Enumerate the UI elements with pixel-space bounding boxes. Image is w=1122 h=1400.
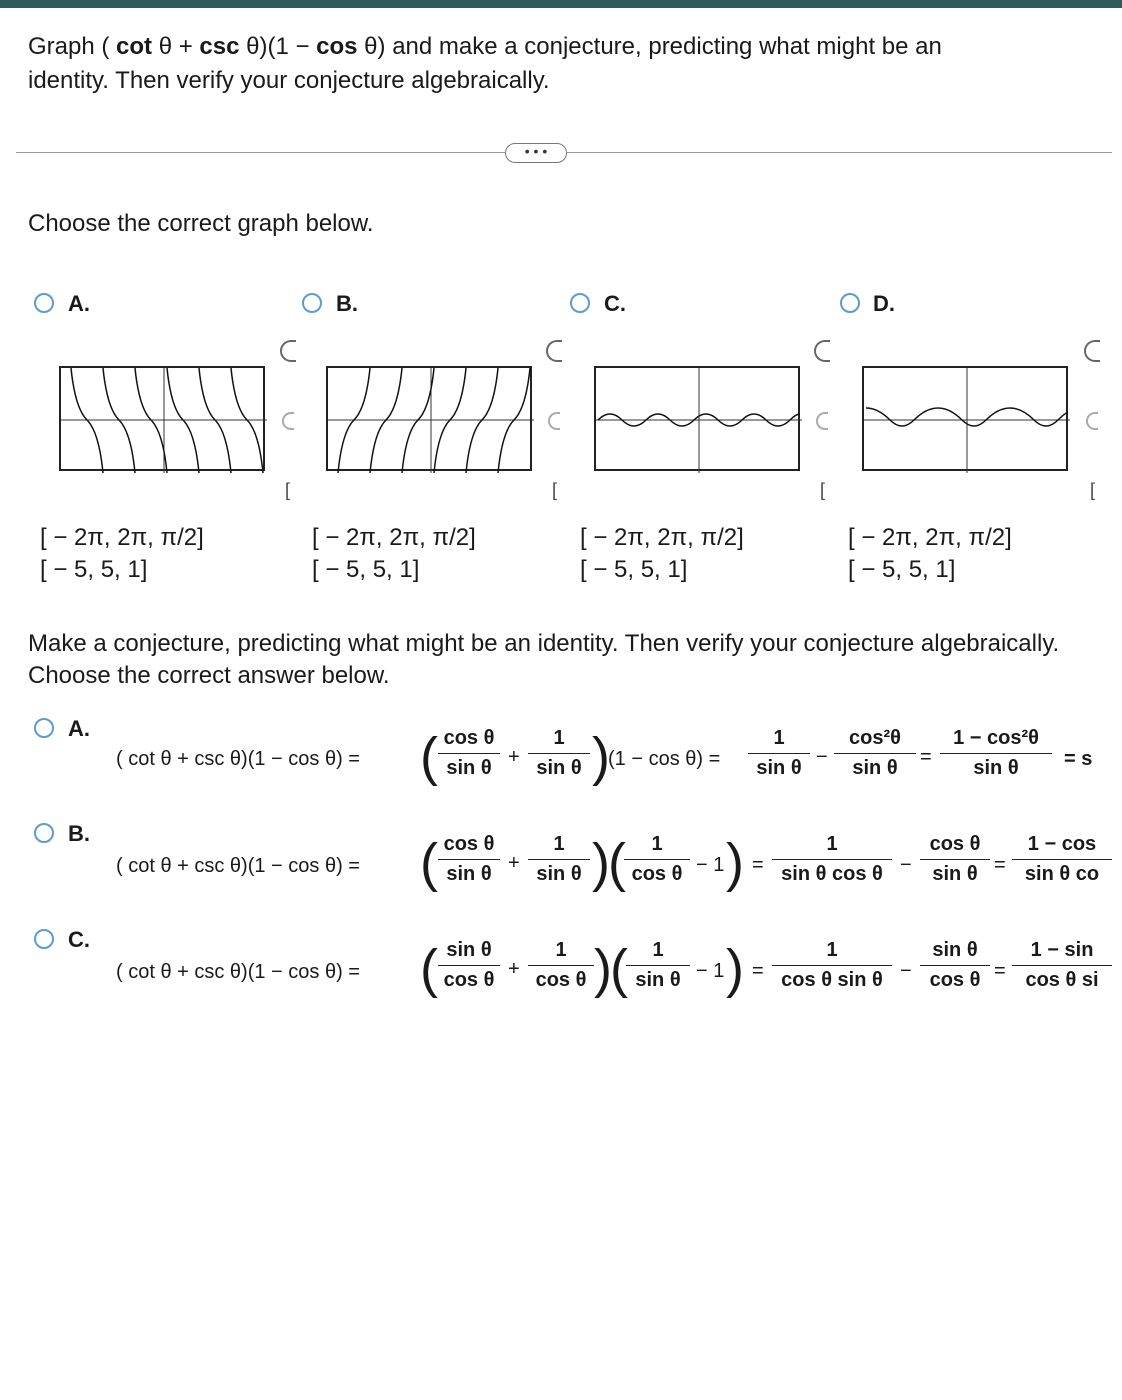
zoom-in-icon[interactable] — [814, 340, 830, 362]
answer-a-frac5 — [940, 727, 1052, 780]
frac-den: sin θ — [635, 969, 681, 991]
frac-den: sin θ — [756, 757, 802, 779]
more-button[interactable]: • • • — [505, 143, 567, 163]
frac-num: 1 — [772, 939, 892, 966]
graph-c-ywin: [ − 5, 5, 1] — [580, 556, 688, 583]
frac-num: cos θ — [920, 833, 990, 860]
answer-b-minus1: − 1 — [696, 854, 725, 876]
answer-a-rparen: ) — [592, 727, 610, 787]
popout-icon[interactable]: [ — [1090, 480, 1096, 500]
answer-a-lhs: ( cot θ + csc θ)(1 − cos θ) = — [116, 748, 360, 770]
answer-c-frac2 — [528, 939, 594, 992]
minus-op: − — [900, 960, 912, 982]
frac-den: sin θ — [932, 863, 978, 885]
plus-op: + — [508, 958, 520, 980]
answer-b-lhs: ( cot θ + csc θ)(1 − cos θ) = — [116, 855, 360, 877]
graph-label-a: A. — [68, 291, 90, 316]
graph-b-window — [312, 522, 476, 586]
graph-b-ywin: [ − 5, 5, 1] — [312, 556, 420, 583]
choose-graph-prompt: Choose the correct graph below. — [28, 210, 374, 237]
frac-den: cos θ — [535, 969, 587, 991]
frac-den: sin θ — [446, 757, 492, 779]
graph-label-b: B. — [336, 291, 358, 316]
frac-den: cos θ sin θ — [781, 969, 883, 991]
q-theta: θ + — [152, 33, 200, 60]
frac-num: 1 — [772, 833, 892, 860]
frac-den: sin θ cos θ — [781, 863, 883, 885]
answer-c-frac3 — [626, 939, 690, 992]
graph-a-xwin: [ − 2π, 2π, π/2] — [40, 524, 204, 551]
frac-num: 1 — [626, 939, 690, 966]
zoom-out-icon[interactable] — [816, 412, 828, 430]
frac-den: sin θ — [536, 757, 582, 779]
frac-den: cos θ si — [1025, 969, 1099, 991]
q-cot: cot — [116, 33, 153, 60]
minus-op: − — [900, 854, 912, 876]
answer-c-lhs: ( cot θ + csc θ)(1 − cos θ) = — [116, 961, 360, 983]
frac-num: 1 — [528, 727, 590, 754]
frac-num: 1 — [528, 833, 590, 860]
graph-a-ywin: [ − 5, 5, 1] — [40, 556, 148, 583]
graph-radio-b[interactable] — [302, 293, 322, 313]
frac-den: sin θ — [852, 757, 898, 779]
frac-den: cos θ — [929, 969, 981, 991]
frac-den: sin θ — [973, 757, 1019, 779]
answer-c-minus1: − 1 — [696, 960, 725, 982]
answer-label-b: B. — [68, 821, 90, 846]
popout-icon[interactable]: [ — [552, 480, 558, 500]
q-text-4: identity. Then verify your conjecture algebraically. — [28, 67, 550, 94]
answer-a-frac1 — [438, 727, 500, 780]
frac-den: cos θ — [443, 969, 495, 991]
graph-a[interactable] — [59, 366, 265, 471]
popout-icon[interactable]: [ — [285, 480, 291, 500]
minus-op: − — [816, 746, 828, 768]
zoom-out-icon[interactable] — [282, 412, 294, 430]
equals-op: = — [920, 746, 932, 768]
answer-a-tail: = s — [1064, 748, 1093, 770]
answer-c-frac5 — [920, 939, 990, 992]
frac-num: 1 — [624, 833, 690, 860]
zoom-in-icon[interactable] — [1084, 340, 1100, 362]
answer-b-rparen2: ) — [726, 833, 744, 893]
graph-a-window — [40, 522, 204, 586]
question-text — [28, 30, 1068, 98]
zoom-in-icon[interactable] — [546, 340, 562, 362]
frac-num: cos θ — [438, 727, 500, 754]
zoom-out-icon[interactable] — [1086, 412, 1098, 430]
answer-label-a: A. — [68, 716, 90, 741]
equals-op: = — [752, 960, 764, 982]
frac-den: sin θ — [446, 863, 492, 885]
conjecture-prompt: Make a conjecture, predicting what might be an identity. Then verify your conjecture algebraically. Choose the correct answer below. — [28, 630, 1060, 689]
frac-num: 1 − cos — [1012, 833, 1112, 860]
q-cos: cos — [316, 33, 358, 60]
graph-b-xwin: [ − 2π, 2π, π/2] — [312, 524, 476, 551]
graph-c-xwin: [ − 2π, 2π, π/2] — [580, 524, 744, 551]
answer-c-lparen2: ( — [610, 939, 628, 999]
q-text-2: θ)(1 − — [239, 33, 317, 60]
answer-c-lparen: ( — [420, 939, 438, 999]
answer-a-frac3 — [748, 727, 810, 780]
frac-num: 1 — [528, 939, 594, 966]
equals-op: = — [994, 854, 1006, 876]
graph-c[interactable] — [594, 366, 800, 471]
answer-c-frac1 — [438, 939, 500, 992]
answer-b-frac5 — [920, 833, 990, 886]
equals-op: = — [994, 960, 1006, 982]
answer-b-frac1 — [438, 833, 500, 886]
plus-op: + — [508, 852, 520, 874]
plus-op: + — [508, 746, 520, 768]
answer-b-frac3 — [624, 833, 690, 886]
graph-label-c: C. — [604, 291, 626, 316]
graph-c-window — [580, 522, 744, 586]
graph-radio-a[interactable] — [34, 293, 54, 313]
frac-den: cos θ — [631, 863, 683, 885]
answer-radio-a[interactable] — [34, 718, 54, 738]
answer-c-frac4 — [772, 939, 892, 992]
frac-den: sin θ co — [1024, 863, 1100, 885]
answer-a-frac4 — [834, 727, 916, 780]
frac-den: sin θ — [536, 863, 582, 885]
zoom-out-icon[interactable] — [548, 412, 560, 430]
frac-num: 1 — [748, 727, 810, 754]
graph-d-xwin: [ − 2π, 2π, π/2] — [848, 524, 1012, 551]
answer-a-frac2 — [528, 727, 590, 780]
frac-num: cos²θ — [834, 727, 916, 754]
answer-b-frac2 — [528, 833, 590, 886]
answer-b-lparen2: ( — [608, 833, 626, 893]
graph-radio-d[interactable] — [840, 293, 860, 313]
frac-num: 1 − sin — [1012, 939, 1112, 966]
frac-num: 1 − cos²θ — [940, 727, 1052, 754]
answer-radio-c[interactable] — [34, 929, 54, 949]
popout-icon[interactable]: [ — [820, 480, 826, 500]
top-bar — [0, 0, 1122, 8]
graph-b[interactable] — [326, 366, 532, 471]
graph-d[interactable] — [862, 366, 1068, 471]
q-text-1: Graph ( — [28, 33, 117, 60]
graph-label-d: D. — [873, 291, 895, 316]
graph-d-window — [848, 522, 1012, 586]
answer-c-rparen2: ) — [726, 939, 744, 999]
equals-op: = — [752, 854, 764, 876]
graph-radio-c[interactable] — [570, 293, 590, 313]
graph-d-ywin: [ − 5, 5, 1] — [848, 556, 956, 583]
answer-b-frac6 — [1012, 833, 1112, 886]
answer-label-c: C. — [68, 927, 90, 952]
answer-a-mid: (1 − cos θ) = — [608, 748, 721, 770]
answer-radio-b[interactable] — [34, 823, 54, 843]
answer-b-frac4 — [772, 833, 892, 886]
q-csc: csc — [199, 33, 240, 60]
answer-a-lparen: ( — [420, 727, 438, 787]
answer-c-rparen: ) — [594, 939, 612, 999]
answer-b-rparen: ) — [592, 833, 610, 893]
answer-c-frac6 — [1012, 939, 1112, 992]
frac-num: sin θ — [438, 939, 500, 966]
answer-b-lparen: ( — [420, 833, 438, 893]
zoom-in-icon[interactable] — [280, 340, 296, 362]
frac-num: cos θ — [438, 833, 500, 860]
frac-num: sin θ — [920, 939, 990, 966]
q-text-3: θ) and make a conjecture, predicting what might be an — [357, 33, 942, 60]
